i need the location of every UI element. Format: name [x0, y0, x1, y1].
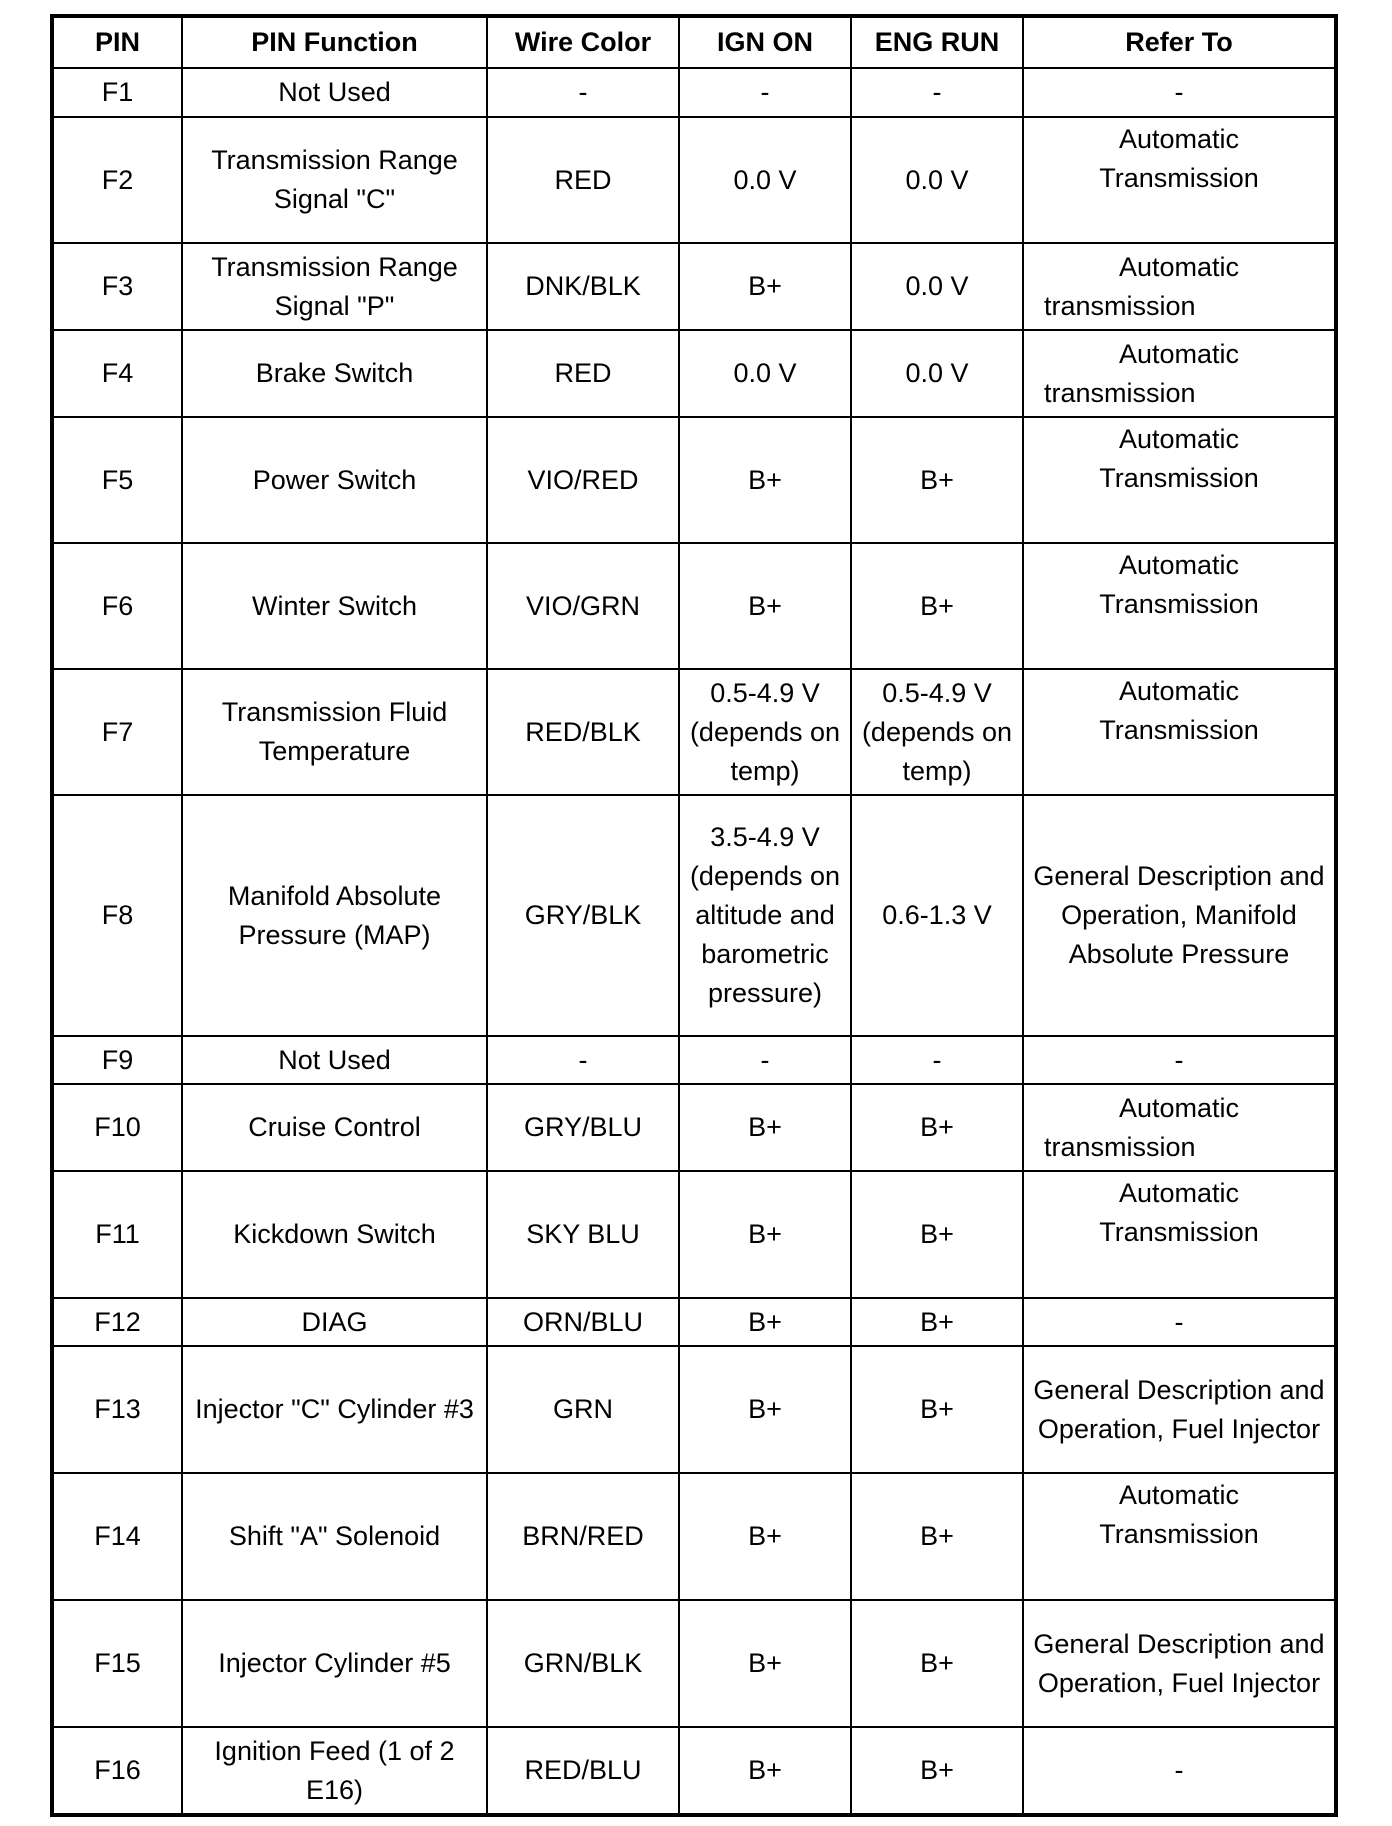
table-row: [52, 68, 1336, 117]
ign-on-cell: B+: [679, 243, 851, 330]
header-ign-on: IGN ON: [679, 16, 851, 68]
ign-on-cell: B+: [679, 1600, 851, 1727]
wire-color-cell: -: [487, 1036, 679, 1084]
table-row: [52, 1298, 1336, 1346]
refer-line: Automatic: [1118, 1092, 1240, 1123]
eng-run-cell: 0.0 V: [851, 243, 1023, 330]
table-row: [52, 1600, 1336, 1727]
table-row: [52, 1084, 1336, 1171]
wire-color-cell: DNK/BLK: [487, 243, 679, 330]
ign-on-cell: 0.0 V: [679, 117, 851, 243]
pin-table: [50, 14, 1338, 1817]
function-cell: Kickdown Switch: [182, 1171, 487, 1298]
table-row: [52, 1346, 1336, 1473]
pin-cell: F5: [52, 417, 182, 543]
table-row: [52, 1727, 1336, 1815]
refer-line: Automatic: [1118, 338, 1240, 369]
refer-line: -: [1174, 1044, 1184, 1075]
table-row: [52, 1036, 1336, 1084]
eng-run-cell: B+: [851, 1346, 1023, 1473]
function-cell: Transmission Fluid Temperature: [182, 669, 487, 795]
function-cell: Not Used: [182, 1036, 487, 1084]
pin-cell: F13: [52, 1346, 182, 1473]
refer-line: Transmission: [1099, 1217, 1259, 1247]
wire-color-cell: BRN/RED: [487, 1473, 679, 1600]
refer-line: Transmission: [1099, 163, 1259, 193]
table-row: [52, 543, 1336, 669]
refer-to-cell: [1023, 1473, 1336, 1600]
ign-on-cell: B+: [679, 1346, 851, 1473]
ign-on-cell: B+: [679, 417, 851, 543]
header-row: [52, 16, 1336, 68]
ign-on-cell: 0.0 V: [679, 330, 851, 417]
refer-to-cell: [1023, 669, 1336, 795]
refer-to-cell: [1023, 543, 1336, 669]
pin-cell: F3: [52, 243, 182, 330]
ign-on-cell: B+: [679, 1298, 851, 1346]
refer-line: -: [1174, 1755, 1184, 1785]
wire-color-cell: ORN/BLU: [487, 1298, 679, 1346]
ign-on-cell: B+: [679, 1727, 851, 1815]
function-cell: Injector Cylinder #5: [182, 1600, 487, 1727]
eng-run-cell: B+: [851, 543, 1023, 669]
function-cell: Transmission Range Signal "C": [182, 117, 487, 243]
pin-cell: F14: [52, 1473, 182, 1600]
ign-on-cell: B+: [679, 1084, 851, 1171]
refer-to-cell: [1023, 1084, 1336, 1171]
wire-color-cell: RED/BLU: [487, 1727, 679, 1815]
ign-on-cell: 0.5-4.9 V (depends on temp): [679, 669, 851, 795]
wire-color-cell: VIO/RED: [487, 417, 679, 543]
function-cell: Brake Switch: [182, 330, 487, 417]
refer-to-cell: [1023, 795, 1336, 1036]
wire-color-cell: GRN/BLK: [487, 1600, 679, 1727]
table-row: [52, 417, 1336, 543]
eng-run-cell: -: [851, 68, 1023, 117]
refer-line: transmission: [1044, 290, 1196, 321]
eng-run-cell: B+: [851, 1171, 1023, 1298]
wire-color-cell: VIO/GRN: [487, 543, 679, 669]
pin-cell: F4: [52, 330, 182, 417]
wire-color-cell: SKY BLU: [487, 1171, 679, 1298]
refer-to-cell: [1023, 243, 1336, 330]
refer-line: Automatic: [1118, 251, 1240, 282]
ign-on-cell: -: [679, 68, 851, 117]
function-cell: Manifold Absolute Pressure (MAP): [182, 795, 487, 1036]
function-cell: Ignition Feed (1 of 2 E16): [182, 1727, 487, 1815]
eng-run-cell: B+: [851, 1473, 1023, 1600]
refer-line: Transmission: [1099, 589, 1259, 619]
refer-to-cell: [1023, 1036, 1336, 1084]
refer-line: Automatic: [1118, 124, 1240, 154]
function-cell: Not Used: [182, 68, 487, 117]
refer-to-cell: [1023, 1298, 1336, 1346]
function-cell: Cruise Control: [182, 1084, 487, 1171]
wire-color-cell: RED: [487, 330, 679, 417]
pin-cell: F8: [52, 795, 182, 1036]
header-eng-run: ENG RUN: [851, 16, 1023, 68]
table-row: [52, 1171, 1336, 1298]
pin-cell: F12: [52, 1298, 182, 1346]
refer-line: General Description and Operation, Fuel Injector: [1033, 1374, 1325, 1444]
table-row: [52, 330, 1336, 417]
refer-line: transmission: [1044, 377, 1196, 408]
table-row: [52, 243, 1336, 330]
pin-cell: F2: [52, 117, 182, 243]
function-cell: Shift "A" Solenoid: [182, 1473, 487, 1600]
eng-run-cell: 0.6-1.3 V: [851, 795, 1023, 1036]
refer-to-cell: [1023, 1346, 1336, 1473]
header-refer-to: Refer To: [1023, 16, 1336, 68]
refer-line: Transmission: [1099, 715, 1259, 745]
header-pin-function: PIN Function: [182, 16, 487, 68]
ign-on-cell: 3.5-4.9 V (depends on altitude and barometric pressure): [679, 795, 851, 1036]
refer-line: Automatic: [1118, 424, 1240, 454]
refer-to-cell: [1023, 1727, 1336, 1815]
refer-to-cell: [1023, 330, 1336, 417]
refer-to-cell: [1023, 417, 1336, 543]
refer-to-cell: [1023, 1600, 1336, 1727]
wire-color-cell: GRY/BLK: [487, 795, 679, 1036]
refer-line: -: [1174, 1306, 1184, 1337]
refer-line: General Description and Operation, Manifold Absolute Pressure: [1033, 861, 1325, 969]
wire-color-cell: GRN: [487, 1346, 679, 1473]
ign-on-cell: B+: [679, 1171, 851, 1298]
function-cell: Transmission Range Signal "P": [182, 243, 487, 330]
refer-line: Automatic: [1118, 1480, 1240, 1510]
ign-on-cell: -: [679, 1036, 851, 1084]
eng-run-cell: 0.0 V: [851, 117, 1023, 243]
refer-line: Automatic: [1118, 550, 1240, 580]
eng-run-cell: 0.0 V: [851, 330, 1023, 417]
refer-line: Automatic: [1118, 1178, 1240, 1208]
eng-run-cell: B+: [851, 1727, 1023, 1815]
table-row: [52, 669, 1336, 795]
wire-color-cell: RED: [487, 117, 679, 243]
wire-color-cell: -: [487, 68, 679, 117]
table-row: [52, 117, 1336, 243]
refer-to-cell: [1023, 68, 1336, 117]
refer-to-cell: [1023, 1171, 1336, 1298]
wire-color-cell: GRY/BLU: [487, 1084, 679, 1171]
eng-run-cell: B+: [851, 1600, 1023, 1727]
pin-table-sheet: [50, 14, 1334, 1817]
header-pin: PIN: [52, 16, 182, 68]
function-cell: Injector "C" Cylinder #3: [182, 1346, 487, 1473]
pin-cell: F7: [52, 669, 182, 795]
table-row: [52, 1473, 1336, 1600]
refer-line: Transmission: [1099, 1519, 1259, 1549]
function-cell: Winter Switch: [182, 543, 487, 669]
refer-line: transmission: [1044, 1131, 1196, 1162]
pin-cell: F10: [52, 1084, 182, 1171]
function-cell: Power Switch: [182, 417, 487, 543]
pin-cell: F15: [52, 1600, 182, 1727]
eng-run-cell: -: [851, 1036, 1023, 1084]
pin-cell: F11: [52, 1171, 182, 1298]
pin-cell: F9: [52, 1036, 182, 1084]
refer-line: General Description and Operation, Fuel Injector: [1033, 1628, 1325, 1698]
pin-cell: F1: [52, 68, 182, 117]
refer-line: -: [1174, 77, 1184, 107]
header-wire-color: Wire Color: [487, 16, 679, 68]
refer-line: Transmission: [1099, 463, 1259, 493]
ign-on-cell: B+: [679, 1473, 851, 1600]
eng-run-cell: 0.5-4.9 V (depends on temp): [851, 669, 1023, 795]
ign-on-cell: B+: [679, 543, 851, 669]
eng-run-cell: B+: [851, 1084, 1023, 1171]
pin-cell: F6: [52, 543, 182, 669]
eng-run-cell: B+: [851, 417, 1023, 543]
table-row: [52, 795, 1336, 1036]
refer-line: Automatic: [1118, 676, 1240, 706]
refer-to-cell: [1023, 117, 1336, 243]
pin-cell: F16: [52, 1727, 182, 1815]
function-cell: DIAG: [182, 1298, 487, 1346]
eng-run-cell: B+: [851, 1298, 1023, 1346]
wire-color-cell: RED/BLK: [487, 669, 679, 795]
